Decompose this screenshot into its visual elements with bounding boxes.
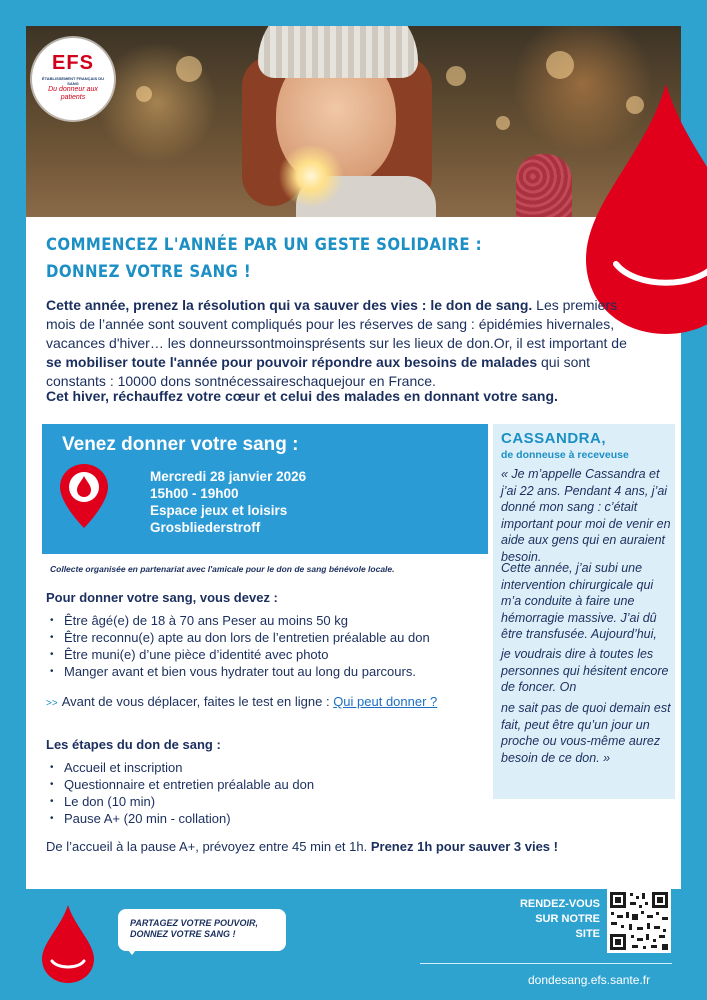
list-item: • Le don (10 min) <box>50 793 314 810</box>
intro-text-2: qui sont constants : 10000 dons sontnécessaireschaquejour en France. <box>46 354 591 389</box>
online-test-text: Avant de vous déplacer, faites le test en ligne : <box>61 694 334 709</box>
list-item: • Pause A+ (20 min - collation) <box>50 810 314 827</box>
slogan-text <box>130 918 258 940</box>
list-item: • Questionnaire et entretien préalable au don <box>50 776 314 793</box>
qr-code-icon[interactable] <box>607 889 671 953</box>
list-item: • Être âgé(e) de 18 à 70 ans Peser au moins 50 kg <box>50 612 430 629</box>
sparkler-glow <box>276 146 346 206</box>
duration-text: De l’accueil à la pause A+, prévoyez entre 45 min et 1h. <box>46 839 371 854</box>
intro-emphasis: se mobiliser toute l'année pour pouvoir répondre aux besoins de malades <box>46 354 538 370</box>
location-pin-icon <box>60 464 108 528</box>
flyer-sheet <box>26 26 681 889</box>
online-test-line <box>46 694 437 709</box>
duration-emphasis: Prenez 1h pour sauver 3 vies ! <box>370 839 558 854</box>
knit-hat <box>258 26 418 78</box>
steps-list <box>50 759 314 827</box>
requirements-title: Pour donner votre sang, vous devez : <box>46 590 278 605</box>
bubble-tail <box>124 945 140 955</box>
slogan-bubble <box>118 909 286 951</box>
testimonial-paragraph: ne sait pas de quoi demain est fait, peut être qu’un jour un proche ou vous-même aurez besoin de ce don. » <box>501 701 671 765</box>
footer-divider <box>420 963 672 964</box>
logo-efs-text: EFS <box>52 52 94 74</box>
page-title <box>46 232 504 286</box>
intro-lead: Cette année, prenez la résolution qui va sauver des vies : le don de sang. <box>46 297 533 313</box>
testimonial-subtitle: de donneuse à receveuse <box>501 449 629 461</box>
event-panel <box>42 424 488 554</box>
headline-line-2: DONNEZ VOTRE SANG ! <box>46 262 252 282</box>
event-date: Mercredi 28 janvier 2026 <box>150 469 307 484</box>
eligibility-test-link[interactable]: Qui peut donner ? <box>333 694 438 709</box>
cta-line-1: RENDEZ-VOUS <box>519 898 600 910</box>
testimonial-name: CASSANDRA, <box>501 430 607 447</box>
slogan-line-2: DONNEZ VOTRE SANG ! <box>130 929 236 939</box>
list-item: • Accueil et inscription <box>50 759 314 776</box>
list-item: • Manger avant et bien vous hydrater tout au long du parcours. <box>50 663 430 680</box>
testimonial-panel <box>493 424 675 799</box>
logo-tagline: Du donneur aux patients <box>48 86 98 101</box>
logo-subtitle: ÉTABLISSEMENT FRANÇAIS DU SANG <box>41 76 105 86</box>
cta-line-2: SUR NOTRE SITE <box>535 913 600 940</box>
bokeh-light <box>446 66 466 86</box>
footer <box>0 889 707 1000</box>
hero-photo <box>26 26 681 217</box>
requirements-list <box>50 612 430 680</box>
slogan-line-1: PARTAGEZ VOTRE POUVOIR, <box>130 918 259 928</box>
arrow-icon: >> <box>46 698 58 709</box>
red-mitten <box>516 154 572 217</box>
testimonial-paragraph: je voudrais dire à toutes les personnes qui hésitent encore de foncer. On <box>501 647 669 694</box>
steps-title: Les étapes du don de sang : <box>46 737 221 752</box>
list-item: • Être muni(e) d’une pièce d’identité avec photo <box>50 646 430 663</box>
site-cta <box>510 897 600 942</box>
event-title: Venez donner votre sang : <box>62 434 299 455</box>
blood-drop-icon <box>42 905 94 983</box>
bokeh-light <box>136 86 152 102</box>
website-link[interactable]: dondesang.efs.sante.fr <box>528 973 651 987</box>
intro-text-1: Les premiers mois de l’année sont souvent compliqués pour les réserves de sang : épidémies hivernales, vacances d'hiver… les donneurssontmoinsprésents sur les lieux de don.Or, il est important de <box>46 297 627 351</box>
efs-logo[interactable] <box>32 38 114 120</box>
testimonial-paragraph: « Je m’appelle Cassandra et j’ai 22 ans. Pendant 4 ans, j’ai donné mon sang : c’était important pour moi de venir en aide aux gens qui en auraient besoin. <box>501 467 671 564</box>
bokeh-light <box>546 51 574 79</box>
event-hours: 15h00 - 19h00 <box>150 486 239 501</box>
partner-note: Collecte organisée en partenariat avec l'amicale pour le don de sang bénévole locale. <box>50 564 395 574</box>
bokeh-light <box>176 56 202 82</box>
event-details <box>150 468 306 536</box>
bokeh-light <box>496 116 510 130</box>
testimonial-paragraph: Cette année, j’ai subi une intervention chirurgicale qui m’a conduite à faire une hémorragie massive. J’ai dû être transfusée. Aujourd’hui, <box>501 561 657 641</box>
intro-closing: Cet hiver, réchauffez votre cœur et celui des malades en donnant votre sang. <box>46 388 558 404</box>
list-item: • Être reconnu(e) apte au don lors de l’entretien préalable au don <box>50 629 430 646</box>
headline-line-1: COMMENCEZ L'ANNÉE PAR UN GESTE SOLIDAIRE : <box>46 235 483 255</box>
intro-paragraph <box>46 296 646 391</box>
duration-note <box>46 839 558 854</box>
event-city: Grosbliederstroff <box>150 520 261 535</box>
event-venue: Espace jeux et loisirs <box>150 503 288 518</box>
